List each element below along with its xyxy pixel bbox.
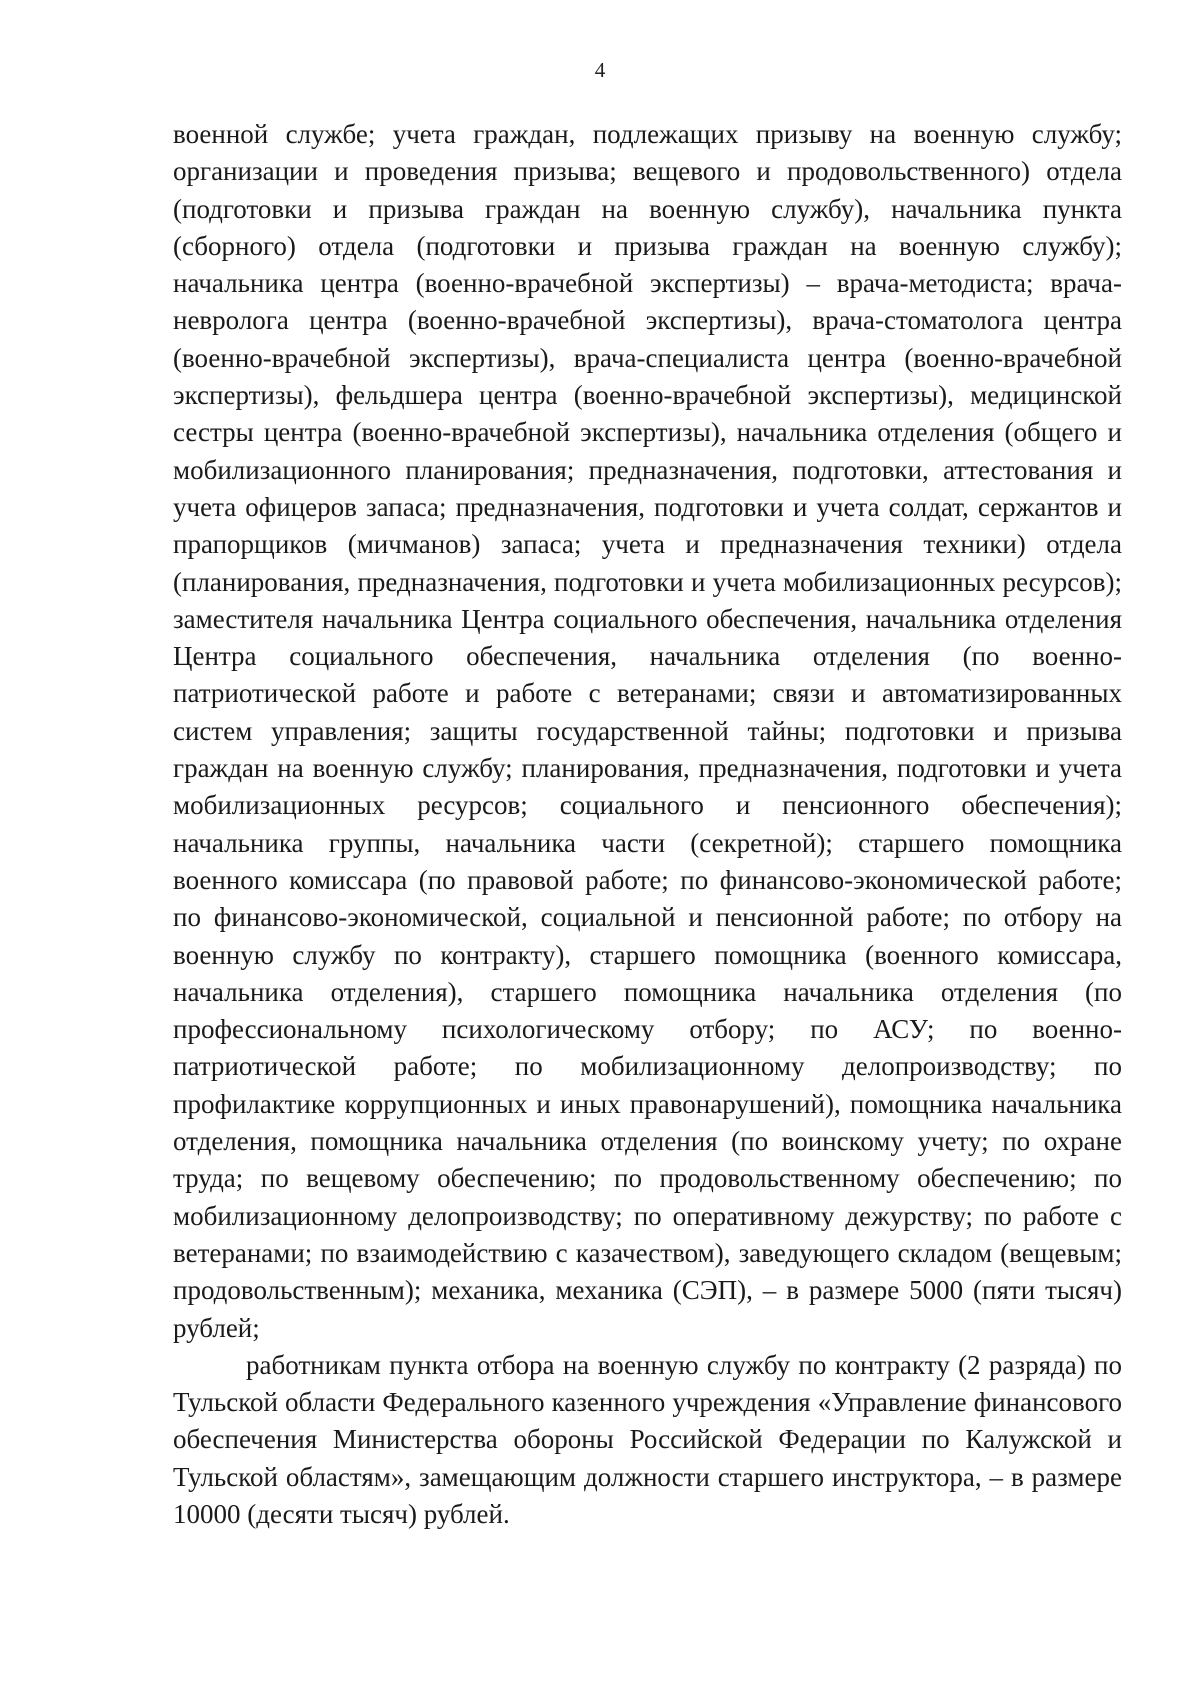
paragraph-continuation: военной службе; учета граждан, подлежащих призыву на военную службу; организации и проведения призыва; вещевого и продовольственного) отдела (подготовки и призыва граждан на военную службу), начальника пункта (сборного) отдела (подготовки и призыва граждан на военную службу); начальника центра (военно-врачебной экспертизы) – врача-методиста; врача-невролога центра (военно-врачебной экспертизы), врача-стоматолога центра (военно-врачебной экспертизы), врача-специалиста центра (военно-врачебной экспертизы), фельдшера центра (военно-врачебной экспертизы), медицинской сестры центра (военно-врачебной экспертизы), начальника отделения (общего и мобилизационного планирования; предназначения, подготовки, аттестования и учета офицеров запаса; предназначения, подготовки и учета солдат, сержантов и прапорщиков (мичманов) запаса; учета и предназначения техники) отдела (планирования, предназначения, подготовки и учета мобилизационных ресурсов); заместителя начальника Центра социального обеспечения, начальника отделения Центра социального обеспечения, начальника отделения (по военно-патриотической работе и работе с ветеранами; связи и автоматизированных систем управления; защиты государственной тайны; подготовки и призыва граждан на военную службу; планирования, предназначения, подготовки и учета мобилизационных ресурсов; социального и пенсионного обеспечения); начальника группы, начальника части (секретной); старшего помощника военного комиссара (по правовой работе; по финансово-экономической работе; по финансово-экономической, социальной и пенсионной работе; по отбору на военную службу по контракту), старшего помощника (военного комиссара, начальника отделения), старшего помощника начальника отделения (по профессиональному психологическому отбору; по АСУ; по военно-патриотической работе; по мобилизационному делопроизводству; по профилактике коррупционных и иных правонарушений), помощника начальника отделения, помощника начальника отделения (по воинскому учету; по охране труда; по вещевому обеспечению; по продовольственному обеспечению; по мобилизационному делопроизводству; по оперативному дежурству; по работе с ветеранами; по взаимодействию с казачеством), заведующего складом (вещевым; продовольственным); механика, механика (СЭП), – в размере 5000 (пяти тысяч) рублей; (173, 119, 1122, 1343)
document-body (173, 116, 1122, 1533)
page-number: 4 (594, 58, 606, 82)
paragraph-recruitment-point-staff: работникам пункта отбора на военную службу по контракту (2 разряда) по Тульской области Федерального казенного учреждения «Управление финансового обеспечения Министерства обороны Российской Федерации по Калужской и Тульской областям», замещающим должности старшего инструктора, – в размере 10000 (десяти тысяч) рублей. (173, 1349, 1122, 1529)
